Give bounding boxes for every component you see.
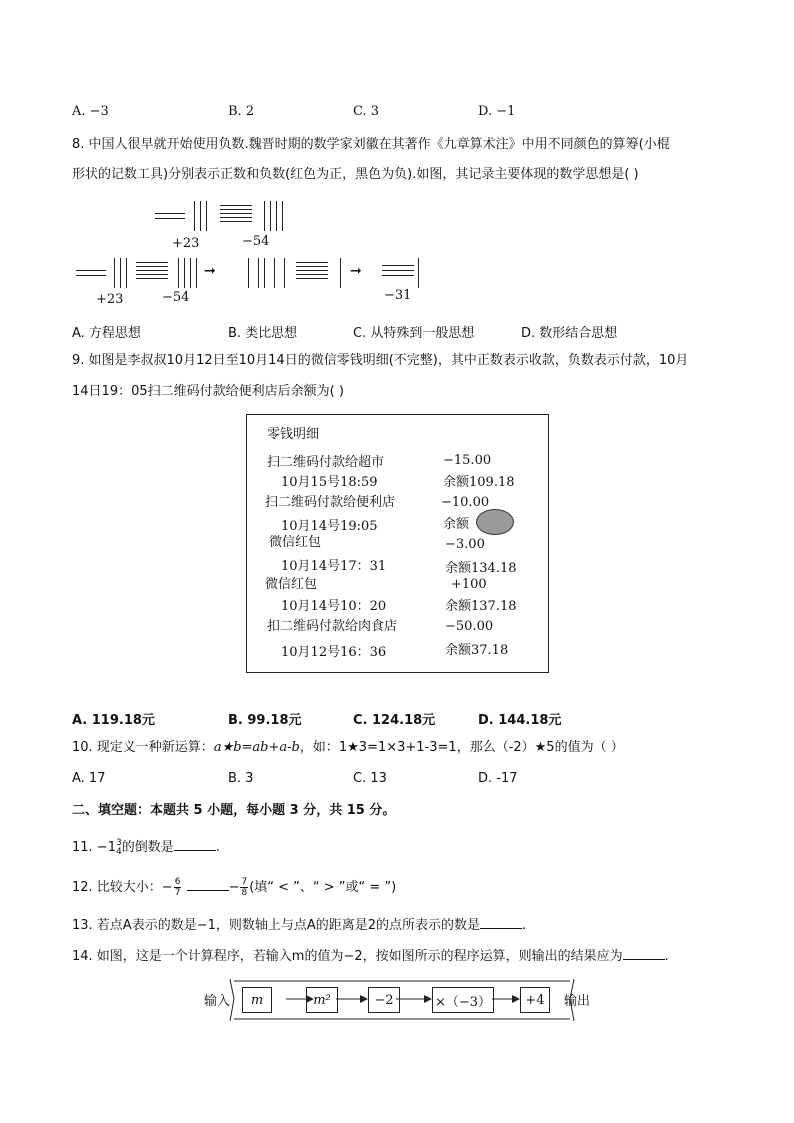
receipt-item-amount: −15.00: [443, 453, 492, 468]
flow-step: ×（−3）: [432, 987, 494, 1013]
q8-stem-line1: 8. 中国人很早就开始使用负数.魏晋时期的数学家刘徽在其著作《九章算术注》中用不同颜色的算筹(小棍: [72, 137, 670, 152]
receipt-item-time: 10月14号10：20: [281, 599, 387, 614]
receipt-item-time: 10月14号19:05: [281, 519, 378, 534]
receipt-item-time: 10月12号16：36: [281, 645, 387, 660]
receipt-item-balance: 余额37.18: [445, 643, 509, 658]
q11-stem: 11. −1 3 4 的倒数是 .: [72, 837, 220, 857]
q10-option-d: D. -17: [478, 771, 518, 786]
receipt-item-amount: −3.00: [445, 537, 485, 552]
rod-label: −54: [162, 290, 190, 305]
receipt-item-amount: −10.00: [441, 495, 490, 510]
receipt-item-name: 微信红包: [269, 535, 322, 550]
q13-stem: 13. 若点A表示的数是−1，则数轴上与点A的距离是2的点所表示的数是 .: [72, 918, 527, 933]
receipt-item-name: 扫二维码付款给超市: [267, 455, 385, 470]
flow-step: +4: [520, 987, 550, 1013]
q9-option-b: B. 99.18元: [228, 713, 302, 728]
q10-option-a: A. 17: [72, 771, 106, 786]
q9-stem-line1: 9. 如图是李叔叔10月12日至10月14日的微信零钱明细(不完整)，其中正数表示收款，负数表示付款，10月: [72, 353, 689, 368]
q9-option-a: A. 119.18元: [72, 713, 155, 728]
answer-blank[interactable]: [623, 947, 665, 960]
q14-stem: 14. 如图，这是一个计算程序，若输入m的值为−2，按如图所示的程序运算，则输出的结果应为 .: [72, 949, 669, 964]
rod-label: +23: [172, 236, 200, 251]
answer-blank[interactable]: [187, 878, 229, 891]
rod-label: −54: [242, 234, 270, 249]
receipt-title: 零钱明细: [267, 427, 320, 442]
receipt-item-time: 10月14号17：31: [281, 559, 387, 574]
hidden-balance-oval: [476, 509, 514, 535]
q8-option-a: A. 方程思想: [72, 326, 141, 341]
q8-option-d: D. 数形结合思想: [521, 326, 618, 341]
q9-option-d: D. 144.18元: [478, 713, 562, 728]
right-arrow-icon: ➞: [204, 263, 216, 279]
flow-step: m: [242, 987, 272, 1013]
q7-option-c: C. 3: [353, 104, 380, 119]
section-heading: 二、填空题：本题共 5 小题，每小题 3 分，共 15 分。: [72, 803, 396, 818]
receipt-item-name: 扣二维码付款给肉食店: [267, 619, 398, 634]
q8-option-b: B. 类比思想: [228, 326, 298, 341]
q10-option-b: B. 3: [228, 771, 254, 786]
q8-stem-line2: 形状的记数工具)分别表示正数和负数(红色为正，黑色为负).如图，其记录主要体现的数学思想是( ): [72, 167, 639, 182]
q7-option-a: A. −3: [72, 104, 109, 119]
receipt-item-balance: 余额137.18: [445, 599, 517, 614]
q9-option-c: C. 124.18元: [353, 713, 436, 728]
flow-input-label: 输入: [204, 994, 231, 1009]
receipt-item-balance: 余额: [443, 517, 470, 532]
answer-blank[interactable]: [480, 916, 522, 929]
receipt-item-amount: +100: [451, 577, 487, 592]
receipt-item-amount: −50.00: [445, 619, 494, 634]
flow-output-label: 输出: [564, 994, 591, 1009]
flow-step: m²: [306, 987, 338, 1013]
rod-label: −31: [384, 288, 412, 303]
q12-stem: 12. 比较大小：− $\frac{6}{7}$ − $\frac{7}{8}$ (填“ < ”、“ > ”或“ = ”): [72, 877, 397, 898]
wechat-receipt: [246, 414, 549, 673]
q7-option-d: D. −1: [478, 104, 516, 119]
receipt-item-name: 扫二维码付款给便利店: [265, 495, 396, 510]
flow-step: −2: [368, 987, 400, 1013]
q7-option-b: B. 2: [228, 104, 255, 119]
receipt-item-balance: 余额109.18: [443, 475, 515, 490]
receipt-item-name: 微信红包: [265, 577, 318, 592]
q10-option-c: C. 13: [353, 771, 387, 786]
receipt-item-time: 10月15号18:59: [281, 475, 378, 490]
q8-option-c: C. 从特殊到一般思想: [353, 326, 475, 341]
q9-stem-line2: 14日19：05扫二维码付款给便利店后余额为( ): [72, 384, 344, 399]
rod-label: +23: [96, 292, 124, 307]
q10-stem: 10. 现定义一种新运算：a★b=ab+a-b，如：1★3=1×3+1-3=1，那么（-2）★5的值为（ ）: [72, 740, 624, 755]
answer-blank[interactable]: [174, 838, 216, 851]
right-arrow-icon: ➞: [350, 263, 362, 279]
receipt-item-balance: 余额134.18: [445, 561, 517, 576]
